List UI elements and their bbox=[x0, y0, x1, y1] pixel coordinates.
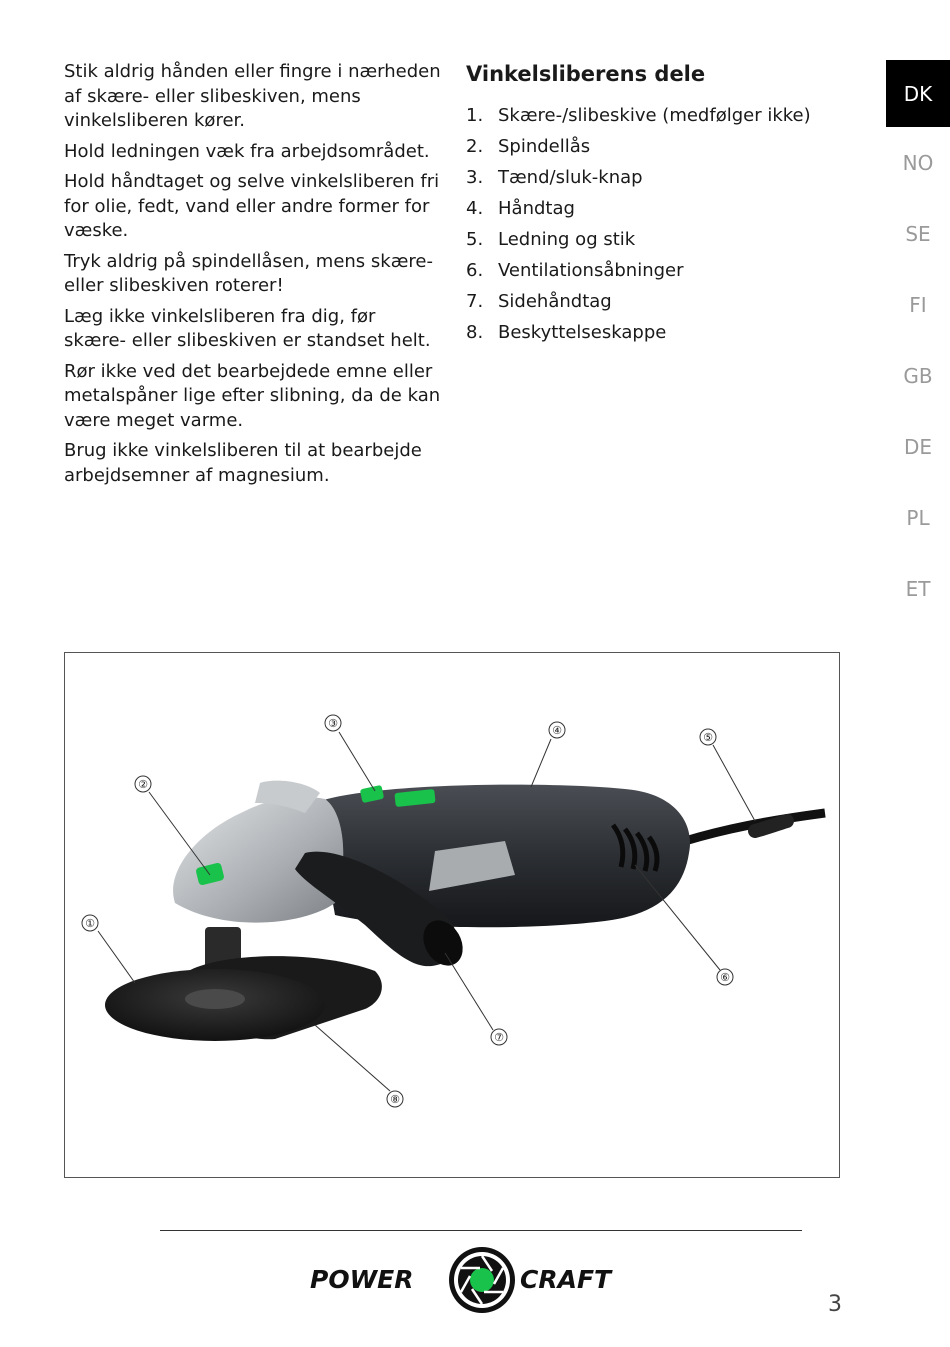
tab-language-fi[interactable]: FI bbox=[909, 292, 927, 317]
leader-line-4 bbox=[531, 739, 551, 787]
list-item bbox=[466, 104, 826, 135]
callout-3: ③ bbox=[328, 717, 338, 730]
callout-4: ④ bbox=[552, 724, 562, 737]
callout-marker-2 bbox=[135, 776, 151, 792]
product-figure bbox=[64, 652, 840, 1178]
language-tabs bbox=[886, 60, 950, 624]
item-label: Håndtag bbox=[498, 198, 575, 219]
callout-marker-5 bbox=[700, 729, 716, 745]
safety-paragraph: Brug ikke vinkelsliberen til at bearbejde arbejdsemner af magnesium. bbox=[64, 440, 422, 486]
cord-strain-relief bbox=[755, 821, 787, 831]
tab-language-de[interactable]: DE bbox=[903, 434, 933, 459]
power-craft-logo bbox=[310, 1244, 640, 1316]
callout-5: ⑤ bbox=[703, 731, 713, 744]
item-number: 8. bbox=[466, 322, 484, 343]
callout-1: ① bbox=[85, 917, 95, 930]
item-label: Spindellås bbox=[498, 136, 591, 157]
callout-marker-7 bbox=[491, 1029, 507, 1045]
list-item bbox=[466, 166, 826, 197]
disc-center bbox=[185, 989, 245, 1009]
tab-language-gb[interactable]: GB bbox=[903, 363, 933, 388]
leader-line-2 bbox=[149, 792, 210, 875]
parts-list bbox=[466, 104, 826, 352]
item-number: 6. bbox=[466, 260, 484, 281]
callout-marker-6 bbox=[717, 969, 733, 985]
callout-marker-8 bbox=[387, 1091, 403, 1107]
callout-marker-4 bbox=[549, 722, 565, 738]
leader-line-3 bbox=[339, 732, 375, 791]
item-number: 1. bbox=[466, 105, 484, 126]
page-number: 3 bbox=[828, 1292, 842, 1317]
item-label: Ledning og stik bbox=[498, 229, 636, 250]
logo-power-text: POWER bbox=[310, 1265, 414, 1294]
tab-language-no[interactable]: NO bbox=[902, 150, 934, 175]
list-item bbox=[466, 290, 826, 321]
item-label: Skære-/slibeskive (medfølger ikke) bbox=[498, 105, 811, 126]
leader-line-7 bbox=[445, 953, 493, 1030]
item-label: Beskyttelseskappe bbox=[498, 322, 667, 343]
tab-language-et[interactable]: ET bbox=[905, 576, 931, 601]
safety-paragraph: Læg ikke vinkelsliberen fra dig, før skære- eller slibeskiven er standset helt. bbox=[64, 305, 431, 351]
item-number: 2. bbox=[466, 136, 484, 157]
footer-divider bbox=[160, 1230, 802, 1231]
callout-8: ⑧ bbox=[390, 1093, 400, 1106]
leader-line-8 bbox=[315, 1025, 390, 1091]
safety-paragraph: Tryk aldrig på spindellåsen, mens skære- eller slibeskiven roterer! bbox=[64, 250, 433, 296]
parts-section bbox=[466, 60, 826, 352]
tab-language-pl[interactable]: PL bbox=[906, 505, 930, 530]
callout-7: ⑦ bbox=[494, 1031, 504, 1044]
callout-2: ② bbox=[138, 778, 148, 791]
logo-craft-text: CRAFT bbox=[520, 1265, 612, 1294]
item-label: Sidehåndtag bbox=[498, 291, 612, 312]
item-number: 4. bbox=[466, 198, 484, 219]
safety-instructions bbox=[64, 60, 442, 494]
list-item bbox=[466, 197, 826, 228]
parts-title: Vinkelsliberens dele bbox=[466, 62, 706, 86]
callout-marker-3 bbox=[325, 715, 341, 731]
list-item bbox=[466, 259, 826, 290]
angle-grinder-illustration bbox=[65, 653, 839, 1177]
safety-paragraph: Stik aldrig hånden eller fingre i nærheden af skære- eller slibeskiven, mens vinkelsliberen kører. bbox=[64, 61, 441, 131]
item-number: 3. bbox=[466, 167, 484, 188]
leader-line-1 bbox=[98, 931, 135, 983]
list-item bbox=[466, 228, 826, 259]
item-number: 7. bbox=[466, 291, 484, 312]
safety-paragraph: Hold håndtaget og selve vinkelsliberen fri for olie, fedt, vand eller andre former for væske. bbox=[64, 171, 440, 241]
logo-aperture-icon bbox=[449, 1247, 515, 1313]
safety-paragraph: Rør ikke ved det bearbejdede emne eller metalspåner lige efter slibning, da de kan være meget varme. bbox=[64, 360, 441, 431]
tab-language-dk[interactable]: DK bbox=[886, 60, 950, 127]
tab-language-se[interactable]: SE bbox=[905, 221, 931, 246]
safety-paragraph: Hold ledningen væk fra arbejdsområdet. bbox=[64, 140, 430, 162]
leader-line-5 bbox=[713, 745, 755, 821]
item-number: 5. bbox=[466, 229, 484, 250]
callout-6: ⑥ bbox=[720, 971, 730, 984]
list-item bbox=[466, 135, 826, 166]
item-label: Tænd/sluk-knap bbox=[498, 167, 643, 188]
item-label: Ventilationsåbninger bbox=[498, 260, 684, 281]
list-item bbox=[466, 321, 826, 352]
callout-marker-1 bbox=[82, 915, 98, 931]
